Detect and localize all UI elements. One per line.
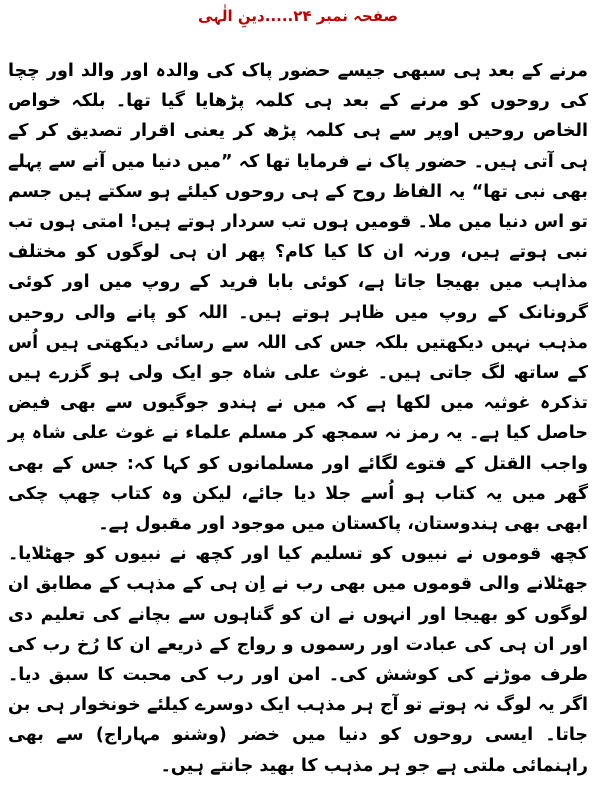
- paragraph-2: کچھ قوموں نے نبیوں کو تسلیم کیا اور کچھ نے نبیوں کو جھٹلایا۔ جھٹلانے والی قوموں میں بھی رب نے اِن ہی کے مذہب کے مطابق ان لوگوں کو بھیجا اور انہوں نے ان کو گناہوں سے بچانے کی تعلیم دی اور ان ہی کی عبادت اور رسموں و رواج کے ذریعے ان کا رُخ رب کی طرف موڑنے کی کوشش کی۔ امن اور رب کی محبت کا سبق دیا۔ اگر یہ لوگ نہ ہوتے تو آج ہر مذہب ایک دوسرے کیلئے خونخوار ہی بن جاتا۔ ایسی روحوں کو دنیا میں خضر (وشنو مہاراج) سے بھی راہنمائی ملتی ہے جو ہر مذہب کا بھید جانتے ہیں۔: [8, 544, 588, 776]
- page-header: صفحہ نمبر ۲۴.....دینِ الٰہی: [197, 7, 399, 25]
- body-text: [8, 56, 588, 781]
- paragraph-1: مرنے کے بعد ہی سبھی جیسے حضور پاک کی والدہ اور والد اور چچا کی روحوں کو مرنے کے بعد ہی کلمہ پڑھایا گیا تھا۔ بلکہ خواص الخاص روحیں اوپر سے ہی کلمہ پڑھ کر یعنی اقرار تصدیق کر کے ہی آتی ہیں۔ حضور پاک نے فرمایا تھا کہ ”میں دنیا میں آنے سے پہلے بھی نبی تھا“ یہ الفاظ روح کے ہی روحوں کیلئے ہو سکتے ہیں جسم تو اس دنیا میں ملا۔ قومیں ہوں تب سردار ہوتے ہیں! امتی ہوں تب نبی ہوتے ہیں، ورنہ ان کا کیا کام؟ پھر ان ہی لوگوں کو مختلف مذاہب میں بھیجا جاتا ہے، کوئی بابا فرید کے روپ میں اور کوئی گرونانک کے روپ میں ظاہر ہوتے ہیں۔ اللہ کو پانے والی روحیں مذہب نہیں دیکھتیں بلکہ جس کی اللہ سے رسائی دیکھتی ہیں اُس کے ساتھ لگ جاتی ہیں۔ غوث علی شاہ جو ایک ولی ہو گزرے ہیں تذکرہ غوثیہ میں لکھا ہے کہ میں نے ہندو جوگیوں سے بھی فیض حاصل کیا ہے۔ یہ رمز نہ سمجھ کر مسلم علماء نے غوث علی شاہ پر واجب القتل کے فتوے لگائے اور مسلمانوں کو کہا کہ: جس کے بھی گھر میں یہ کتاب ہو اُسے جلا دیا جائے، لیکن وہ کتاب چھپ چکی ابھی بھی ہندوستان، پاکستان میں موجود اور مقبول ہے۔: [8, 61, 588, 535]
